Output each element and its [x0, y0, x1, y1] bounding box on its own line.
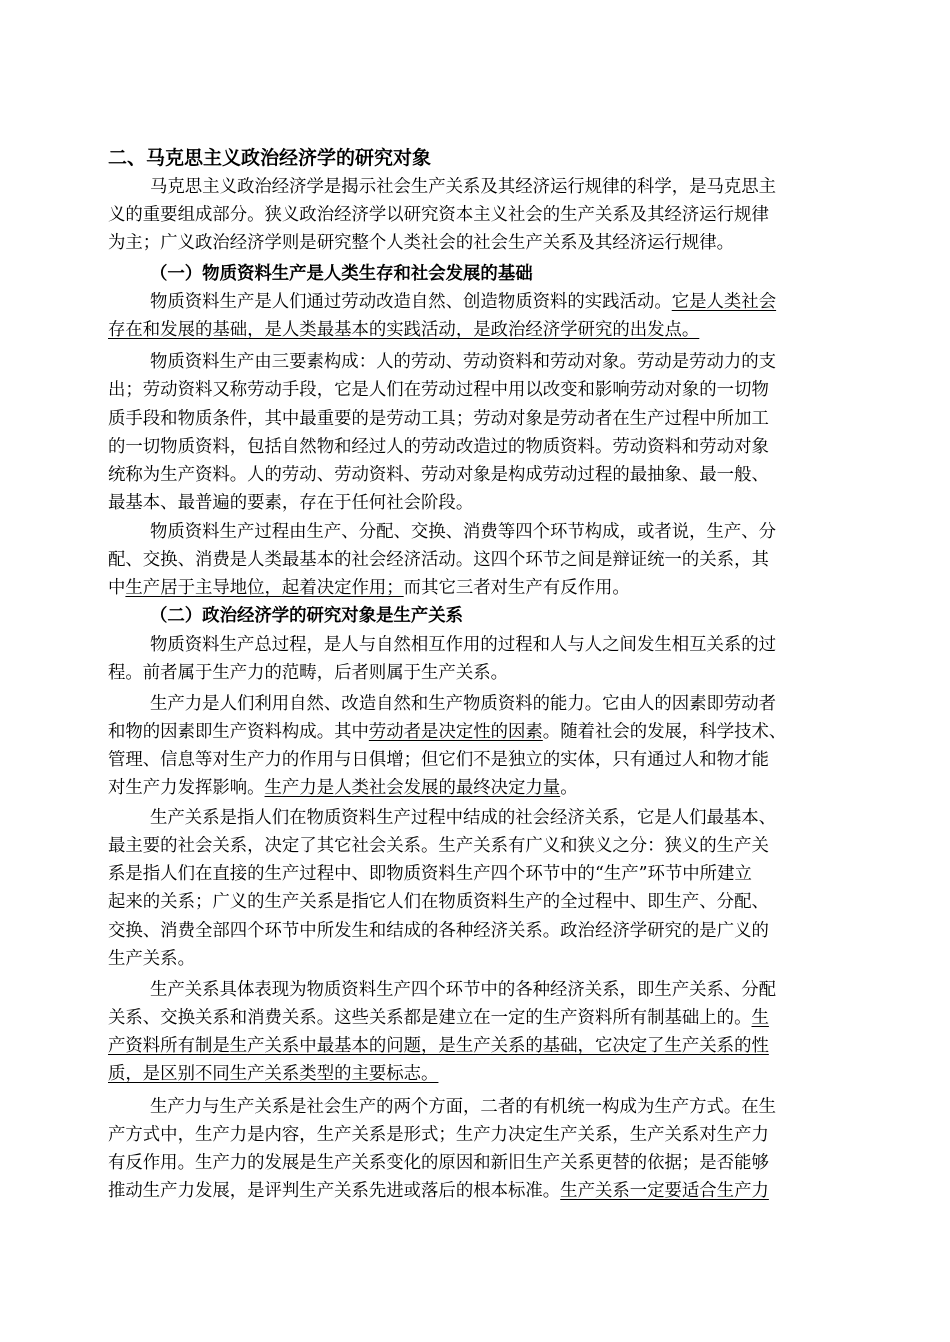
text-run: 。随着社会的发展，科学技术、 — [542, 722, 787, 742]
text-run: 。 — [560, 778, 578, 798]
paragraph-line: 生产力与生产关系是社会生产的两个方面，二者的有机统一构成为生产方式。在生 — [150, 1097, 777, 1117]
text-run: 关系、交换关系和消费关系。这些关系都是建立在一定的生产资料所有制基础上的。 — [108, 1008, 752, 1028]
paragraph-line — [108, 720, 786, 744]
paragraph-line — [150, 290, 776, 314]
underlined-text: 劳动者是决定性的因素 — [368, 722, 543, 742]
paragraph-line: 物质资料生产过程由生产、分配、交换、消费等四个环节构成，或者说，生产、分 — [150, 522, 777, 542]
paragraph-line: 出；劳动资料又称劳动手段，它是人们在劳动过程中用以改变和影响劳动对象的一切物 — [108, 380, 769, 400]
paragraph-line: 物质资料生产由三要素构成：人的劳动、劳动资料和劳动对象。劳动是劳动力的支 — [150, 352, 777, 372]
underlined-text: 生产居于主导地位，起着决定作用； — [125, 578, 404, 598]
paragraph-line: 义的重要组成部分。狭义政治经济学以研究资本主义社会的生产关系及其经济运行规律 — [108, 205, 769, 225]
text-run: 对生产力发挥影响。 — [108, 778, 265, 798]
paragraph-line — [108, 1062, 438, 1086]
subsection-heading: （二）政治经济学的研究对象是生产关系 — [150, 606, 464, 626]
paragraph-line — [108, 318, 699, 342]
text-run: 推动生产力发展，是评判生产关系先进或落后的根本标准。 — [108, 1181, 561, 1201]
paragraph-line: 生产关系。 — [108, 949, 195, 969]
underlined-text: 生产关系一定要适合生产力 — [560, 1181, 769, 1201]
text-run: 中 — [108, 578, 126, 598]
paragraph-line: 质手段和物质条件，其中最重要的是劳动工具；劳动对象是劳动者在生产过程中所加工 — [108, 409, 769, 429]
subsection-heading: （一）物质资料生产是人类生存和社会发展的基础 — [150, 264, 533, 284]
paragraph-line: 的一切物质资料，包括自然物和经过人的劳动改造过的物质资料。劳动资料和劳动对象 — [108, 437, 769, 457]
paragraph-line — [108, 1034, 769, 1058]
text-run: 物质资料生产是人们通过劳动改造自然、创造物质资料的实践活动。 — [150, 292, 672, 312]
paragraph-line: 统称为生产资料。人的劳动、劳动资料、劳动对象是构成劳动过程的最抽象、最一般、 — [108, 465, 769, 485]
paragraph-line — [108, 1179, 769, 1203]
paragraph-line: 有反作用。生产力的发展是生产关系变化的原因和新旧生产关系更替的依据；是否能够 — [108, 1153, 769, 1173]
paragraph-line — [108, 776, 578, 800]
text-run: 和物的因素即生产资料构成。其中 — [108, 722, 369, 742]
paragraph-line: 交换、消费全部四个环节中所发生和结成的各种经济关系。政治经济学研究的是广义的 — [108, 921, 769, 941]
paragraph-line: 马克思主义政治经济学是揭示社会生产关系及其经济运行规律的科学，是马克思主 — [150, 177, 777, 197]
paragraph-line: 生产力是人们利用自然、改造自然和生产物质资料的能力。它由人的因素即劳动者 — [150, 694, 777, 714]
underlined-text: 质，是区别不同生产关系类型的主要标志。 — [108, 1064, 439, 1084]
underlined-text: 它是人类社会 — [671, 292, 777, 312]
paragraph-line: 生产关系是指人们在物质资料生产过程中结成的社会经济关系，它是人们最基本、 — [150, 808, 777, 828]
text-run: 而其它三者对生产有反作用。 — [403, 578, 630, 598]
underlined-text: 产资料所有制是生产关系中最基本的问题，是生产关系的基础，它决定了生产关系的性 — [108, 1036, 769, 1056]
paragraph-line: 程。前者属于生产力的范畴，后者则属于生产关系。 — [108, 663, 508, 683]
paragraph-line: 管理、信息等对生产力的作用与日俱增；但它们不是独立的实体，只有通过人和物才能 — [108, 750, 769, 770]
paragraph-line: 配、交换、消费是人类最基本的社会经济活动。这四个环节之间是辩证统一的关系，其 — [108, 550, 769, 570]
paragraph-line: 最基本、最普遍的要素，存在于任何社会阶段。 — [108, 493, 474, 513]
underlined-text: 存在和发展的基础，是人类最基本的实践活动，是政治经济学研究的出发点。 — [108, 320, 700, 340]
paragraph-line: 最主要的社会关系，决定了其它社会关系。生产关系有广义和狭义之分：狭义的生产关 — [108, 836, 769, 856]
paragraph-line — [108, 576, 630, 600]
underlined-text: 生 — [751, 1008, 769, 1028]
underlined-text: 生产力是人类社会发展的最终决定力量 — [264, 778, 561, 798]
paragraph-line — [108, 1006, 769, 1030]
paragraph-line: 生产关系具体表现为物质资料生产四个环节中的各种经济关系，即生产关系、分配 — [150, 980, 777, 1000]
section-heading: 二、马克思主义政治经济学的研究对象 — [108, 147, 432, 169]
paragraph-line: 起来的关系；广义的生产关系是指它人们在物质资料生产的全过程中、即生产、分配、 — [108, 892, 769, 912]
paragraph-line: 系是指人们在直接的生产过程中、即物质资料生产四个环节中的“生产”环节中所建立 — [108, 864, 752, 884]
paragraph-line: 为主；广义政治经济学则是研究整个人类社会的社会生产关系及其经济运行规律。 — [108, 233, 735, 253]
paragraph-line: 物质资料生产总过程，是人与自然相互作用的过程和人与人之间发生相互关系的过 — [150, 635, 777, 655]
paragraph-line: 产方式中，生产力是内容，生产关系是形式；生产力决定生产关系，生产关系对生产力 — [108, 1125, 769, 1145]
